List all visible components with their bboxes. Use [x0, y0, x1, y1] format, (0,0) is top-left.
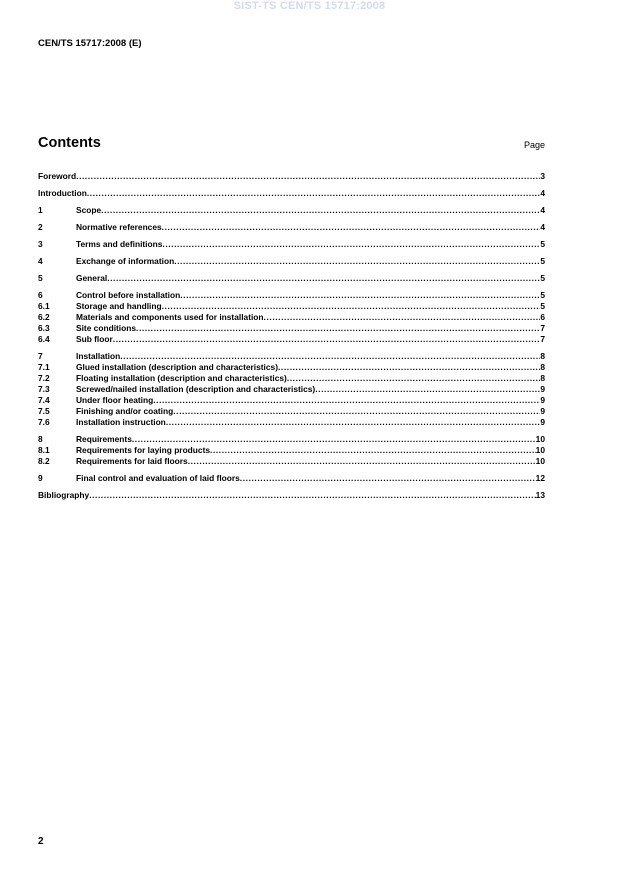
toc-entry-title: Under floor heating [76, 395, 154, 405]
toc-entry[interactable] [38, 239, 545, 250]
leader-dots [210, 445, 536, 456]
toc-entry-number: 6.1 [38, 301, 50, 311]
toc-entry-title: General [76, 273, 108, 283]
page-column-label: Page [523, 140, 545, 150]
toc-entry[interactable] [38, 434, 545, 445]
toc-entry[interactable] [38, 256, 545, 267]
toc-entry-page: 9 [540, 406, 545, 416]
watermark: SIST-TS CEN/TS 15717:2008 [233, 0, 386, 12]
toc-entry[interactable] [38, 362, 545, 373]
leader-dots [162, 222, 541, 233]
toc-entry[interactable] [38, 445, 545, 456]
toc-entry-title: Installation [76, 351, 121, 361]
document-id: CEN/TS 15717:2008 (E) [38, 38, 142, 49]
toc-entry[interactable] [38, 188, 545, 199]
leader-dots [89, 490, 535, 501]
toc-entry-number: 6.4 [38, 334, 50, 344]
toc-entry-title: Requirements for laid floors [76, 456, 188, 466]
toc-entry-page: 10 [535, 456, 545, 466]
toc-entry-page: 5 [540, 301, 545, 311]
toc-entry-number: 6 [38, 290, 43, 300]
toc-entry-number: 5 [38, 273, 43, 283]
toc-entry[interactable] [38, 171, 545, 182]
leader-dots [132, 434, 536, 445]
toc-entry-title: Storage and handling [76, 301, 162, 311]
leader-dots [162, 301, 541, 312]
toc-entry[interactable] [38, 351, 545, 362]
toc-entry-number: 7.5 [38, 406, 50, 416]
toc-entry-number: 7.4 [38, 395, 50, 405]
leader-dots [113, 334, 541, 345]
toc-entry[interactable] [38, 417, 545, 428]
toc-entry-number: 6.2 [38, 312, 50, 322]
toc-entry-page: 9 [540, 395, 545, 405]
page-number: 2 [38, 836, 44, 847]
toc-entry[interactable] [38, 395, 545, 406]
toc-entry-title: Control before installation [76, 290, 181, 300]
toc-entry-page: 10 [535, 434, 545, 444]
leader-dots [278, 362, 540, 373]
toc-entry-title: Sub floor [76, 334, 113, 344]
toc-entry[interactable] [38, 290, 545, 301]
toc-entry-page: 5 [540, 256, 545, 266]
leader-dots [173, 406, 540, 417]
leader-dots [162, 239, 540, 250]
toc-entry-title: Materials and components used for installation [76, 312, 264, 322]
toc-entry-title: Introduction [38, 188, 87, 198]
toc-entry[interactable] [38, 323, 545, 334]
toc-entry[interactable] [38, 406, 545, 417]
leader-dots [153, 395, 540, 406]
toc-entry-title: Final control and evaluation of laid floors [76, 473, 240, 483]
toc-entry[interactable] [38, 373, 545, 384]
leader-dots [76, 171, 540, 182]
toc-entry-page: 3 [540, 171, 545, 181]
toc-entry-page: 4 [540, 222, 545, 232]
leader-dots [107, 273, 540, 284]
toc-entry-number: 1 [38, 205, 43, 215]
toc-entry-title: Installation instruction [76, 417, 166, 427]
toc-entry-number: 8 [38, 434, 43, 444]
toc-entry-title: Glued installation (description and characteristics) [76, 362, 278, 372]
toc-entry-page: 9 [540, 417, 545, 427]
toc-entry-number: 3 [38, 239, 43, 249]
toc-entry-page: 5 [540, 290, 545, 300]
toc-entry-page: 5 [540, 239, 545, 249]
leader-dots [315, 384, 540, 395]
leader-dots [87, 188, 540, 199]
table-of-contents [38, 171, 545, 501]
leader-dots [188, 456, 536, 467]
toc-entry-page: 7 [540, 323, 545, 333]
toc-entry-number: 7.1 [38, 362, 50, 372]
toc-entry[interactable] [38, 473, 545, 484]
toc-entry[interactable] [38, 490, 545, 501]
toc-entry-number: 7 [38, 351, 43, 361]
toc-entry[interactable] [38, 334, 545, 345]
toc-entry[interactable] [38, 273, 545, 284]
leader-dots [180, 290, 540, 301]
leader-dots [166, 417, 541, 428]
leader-dots [101, 205, 540, 216]
toc-entry-title: Requirements [76, 434, 132, 444]
toc-entry-number: 4 [38, 256, 43, 266]
toc-entry-number: 8.2 [38, 456, 50, 466]
toc-entry-title: Normative references [76, 222, 162, 232]
toc-entry-title: Floating installation (description and characteristics) [76, 373, 287, 383]
toc-entry-number: 6.3 [38, 323, 50, 333]
leader-dots [174, 256, 540, 267]
contents-title: Contents [38, 135, 101, 151]
toc-entry-page: 8 [540, 373, 545, 383]
toc-entry-page: 5 [540, 273, 545, 283]
toc-entry-title: Scope [76, 205, 102, 215]
toc-entry-title: Finishing and/or coating [76, 406, 174, 416]
toc-entry-number: 2 [38, 222, 43, 232]
leader-dots [264, 312, 541, 323]
toc-entry-page: 12 [535, 473, 545, 483]
toc-entry[interactable] [38, 456, 545, 467]
toc-entry-title: Terms and definitions [76, 239, 163, 249]
toc-entry-page: 10 [535, 445, 545, 455]
toc-entry-number: 7.6 [38, 417, 50, 427]
toc-entry-page: 7 [540, 334, 545, 344]
toc-entry-page: 6 [540, 312, 545, 322]
toc-entry-page: 8 [540, 351, 545, 361]
toc-entry-number: 8.1 [38, 445, 50, 455]
toc-entry[interactable] [38, 384, 545, 395]
toc-entry-title: Requirements for laying products [76, 445, 211, 455]
leader-dots [136, 323, 540, 334]
toc-entry[interactable] [38, 312, 545, 323]
toc-entry-title: Screwed/nailed installation (description and characteristics) [76, 384, 316, 394]
toc-entry-page: 4 [540, 205, 545, 215]
toc-entry-page: 4 [540, 188, 545, 198]
toc-entry-title: Exchange of information [76, 256, 175, 266]
leader-dots [120, 351, 540, 362]
toc-entry-number: 7.3 [38, 384, 50, 394]
toc-entry-title: Bibliography [38, 490, 90, 500]
leader-dots [240, 473, 536, 484]
toc-entry-page: 13 [535, 490, 545, 500]
toc-entry-number: 9 [38, 473, 43, 483]
toc-entry-title: Foreword [38, 171, 77, 181]
leader-dots [287, 373, 541, 384]
toc-entry-title: Site conditions [76, 323, 137, 333]
toc-entry-page: 9 [540, 384, 545, 394]
toc-entry-number: 7.2 [38, 373, 50, 383]
toc-entry-page: 8 [540, 362, 545, 372]
toc-entry[interactable] [38, 222, 545, 233]
toc-entry[interactable] [38, 205, 545, 216]
toc-entry[interactable] [38, 301, 545, 312]
